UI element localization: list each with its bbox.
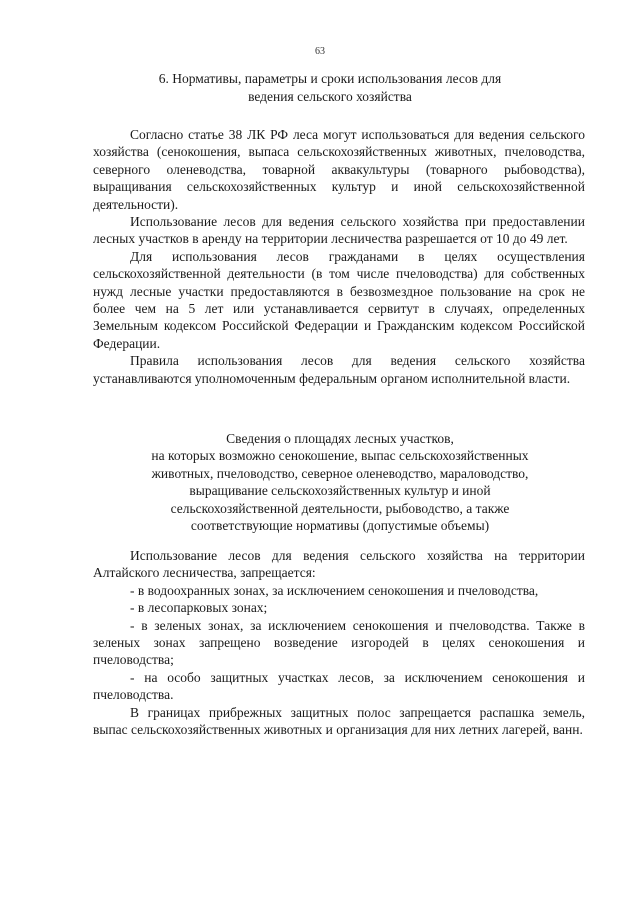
paragraph: Правила использования лесов для ведения сельского хозяйства устанавливаются уполномоченным федеральным органом исполнительной власти. [93,353,585,386]
info-heading [100,430,580,534]
info-heading-line: Сведения о площадях лесных участков, [226,431,454,446]
prohibition-item: - в лесопарковых зонах; [130,600,268,616]
info-heading-line: животных, пчеловодство, северное оленеводство, мараловодство, [151,465,529,481]
info-heading-line: сельскохозяйственной деятельности, рыбоводство, а также [170,500,510,516]
prohibition-intro: Использование лесов для ведения сельского хозяйства на территории Алтайского лесничества, запрещается: [93,548,585,581]
info-heading-line: выращивание сельскохозяйственных культур и иной [189,483,491,499]
final-paragraph: В границах прибрежных защитных полос запрещается распашка земель, выпас сельскохозяйственных животных и организация для них летних лагерей, ванн. [93,704,585,738]
info-heading-line: на которых возможно сенокошение, выпас сельскохозяйственных [151,448,529,464]
prohibition-item: - в водоохранных зонах, за исключением сенокошения и пчеловодства, [130,582,539,598]
paragraph: Согласно статье 38 ЛК РФ леса могут использоваться для ведения сельского хозяйства (сенокошения, выпаса сельскохозяйственных животных, пчеловодства, северного оленеводства, товарной аквакультуры (товарного рыбоводства), выращивания сельскохозяйственных культур и иной сельскохозяйственной деятельности). [93,127,585,212]
paragraph: Использование лесов для ведения сельского хозяйства при предоставлении лесных участков в аренду на территории лесничества разрешается от 10 до 49 лет. [93,214,585,247]
paragraph: Для использования лесов гражданами в целях осуществления сельскохозяйственной деятельности (в том числе пчеловодства) для собственных нужд лесные участки предоставляются в безвозмездное пользование на срок не более чем на 5 лет или устанавливается сервитут в случаях, определенных Земельным кодексом Российской Федерации и Гражданским кодексом Российской Федерации. [93,248,585,351]
section-title-line-1: 6. Нормативы, параметры и сроки использования лесов для [158,71,502,86]
info-heading-line: соответствующие нормативы (допустимые объемы) [190,518,490,534]
section-title-line-2: ведения сельского хозяйства [248,89,412,104]
intro-text [93,126,585,387]
page-number: 63 [315,46,325,57]
section-title [100,70,560,106]
prohibition-item: - на особо защитных участках лесов, за исключением сенокошения и пчеловодства. [93,669,585,703]
prohibition-item: - в зеленых зонах, за исключением сенокошения и пчеловодства. Также в зеленых зонах запрещено возведение изгородей в целях сенокошения и пчеловодства; [93,617,585,668]
prohibitions-text [93,547,585,738]
